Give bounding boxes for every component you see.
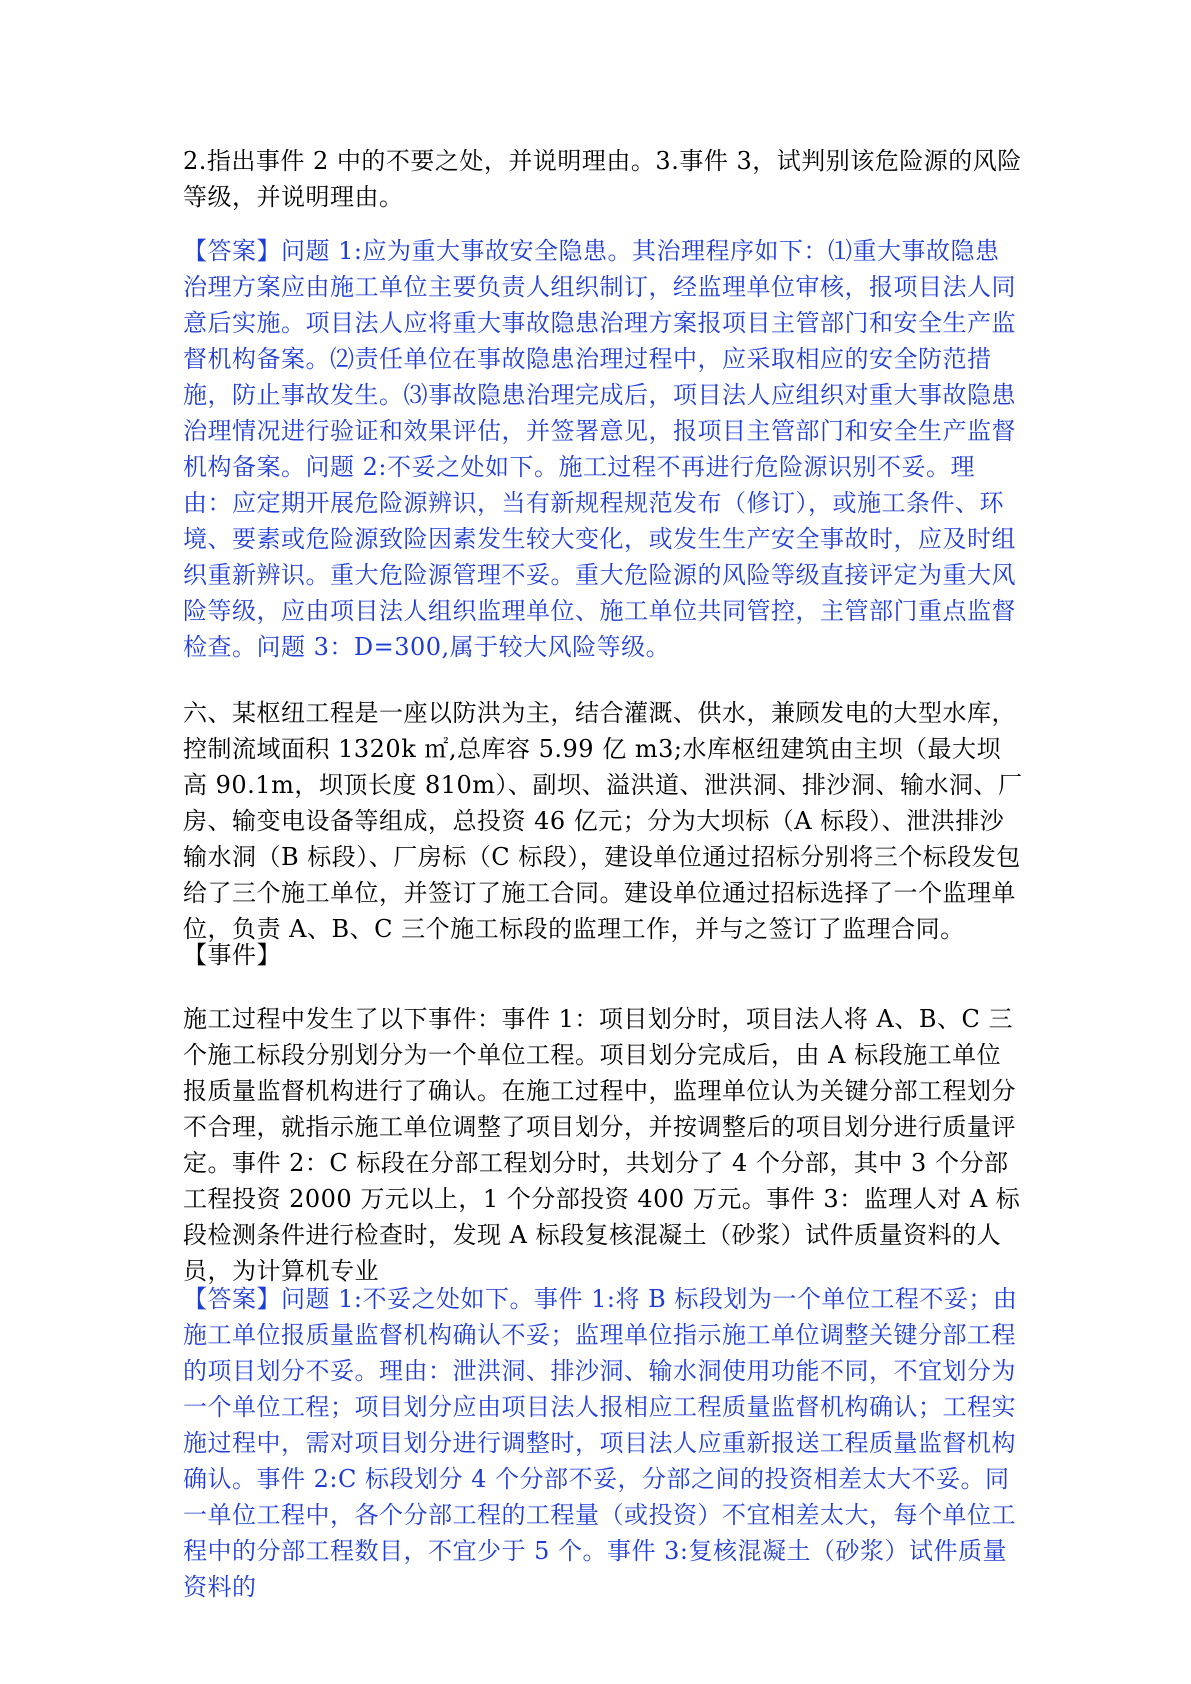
events-heading: 【事件】 xyxy=(183,941,281,969)
answer-block-1: 【答案】问题 1:应为重大事故安全隐患。其治理程序如下：⑴重大事故隐患治理方案应由施工单位主要负责人组织制订，经监理单位审核，报项目法人同意后实施。项目法人应将重大事故隐患治理方案报项目主管部门和安全生产监督机构备案。⑵责任单位在事故隐患治理过程中，应采取相应的安全防范措施，防止事故发生。⑶事故隐患治理完成后，项目法人应组织对重大事故隐患治理情况进行验证和效果评估，并签署意见，报项目主管部门和安全生产监督机构备案。问题 2:不妥之处如下。施工过程不再进行危险源识别不妥。理由：应定期开展危险源辨识，当有新规程规范发布（修订），或施工条件、环境、要素或危险源致险因素发生较大变化，或发生生产安全事故时，应及时组织重新辨识。重大危险源管理不妥。重大危险源的风险等级直接评定为重大风险等级，应由项目法人组织监理单位、施工单位共同管控，主管部门重点监督检查。问题 3：D=300,属于较大风险等级。 xyxy=(183,237,1016,661)
question-6-intro: 六、某枢纽工程是一座以防洪为主，结合灌溉、供水，兼顾发电的大型水库，控制流域面积 1320k ㎡,总库容 5.99 亿 m3;水库枢纽建筑由主坝（最大坝高 90.1m，坝顶长度 810m）、副坝、溢洪道、泄洪洞、排沙洞、输水洞、厂房、输变电设备等组成，总投资 46 亿元；分为大坝标（A 标段）、泄洪排沙输水洞（B 标段）、厂房标（C 标段），建设单位通过招标分别将三个标段发包给了三个施工单位，并签订了施工合同。建设单位通过招标选择了一个监理单位，负责 A、B、C 三个施工标段的监理工作，并与之签订了监理合同。 xyxy=(183,699,1023,943)
question-event2-event3: 2.指出事件 2 中的不要之处，并说明理由。3.事件 3，试判别该危险源的风险等级，并说明理由。 xyxy=(183,147,1022,211)
events-text: 施工过程中发生了以下事件：事件 1：项目划分时，项目法人将 A、B、C 三个施工标段分别划分为一个单位工程。项目划分完成后，由 A 标段施工单位报质量监督机构进行了确认。在施工过程中，监理单位认为关键分部工程划分不合理，就指示施工单位调整了项目划分，并按调整后的项目划分进行质量评定。事件 2：C 标段在分部工程划分时，共划分了 4 个分部，其中 3 个分部工程投资 2000 万元以上，1 个分部投资 400 万元。事件 3：监理人对 A 标段检测条件进行检查时，发现 A 标段复核混凝土（砂浆）试件质量资料的人员，为计算机专业 xyxy=(183,1005,1021,1285)
answer-block-2: 【答案】问题 1:不妥之处如下。事件 1:将 B 标段划为一个单位工程不妥；由施工单位报质量监督机构确认不妥；监理单位指示施工单位调整关键分部工程的项目划分不妥。理由：泄洪洞、排沙洞、输水洞使用功能不同，不宜划分为一个单位工程；项目划分应由项目法人报相应工程质量监督机构确认；工程实施过程中，需对项目划分进行调整时，项目法人应重新报送工程质量监督机构确认。事件 2:C 标段划分 4 个分部不妥，分部之间的投资相差太大不妥。同一单位工程中，各个分部工程的工程量（或投资）不宜相差太大，每个单位工程中的分部工程数目，不宜少于 5 个。事件 3:复核混凝土（砂浆）试件质量资料的 xyxy=(183,1285,1018,1601)
